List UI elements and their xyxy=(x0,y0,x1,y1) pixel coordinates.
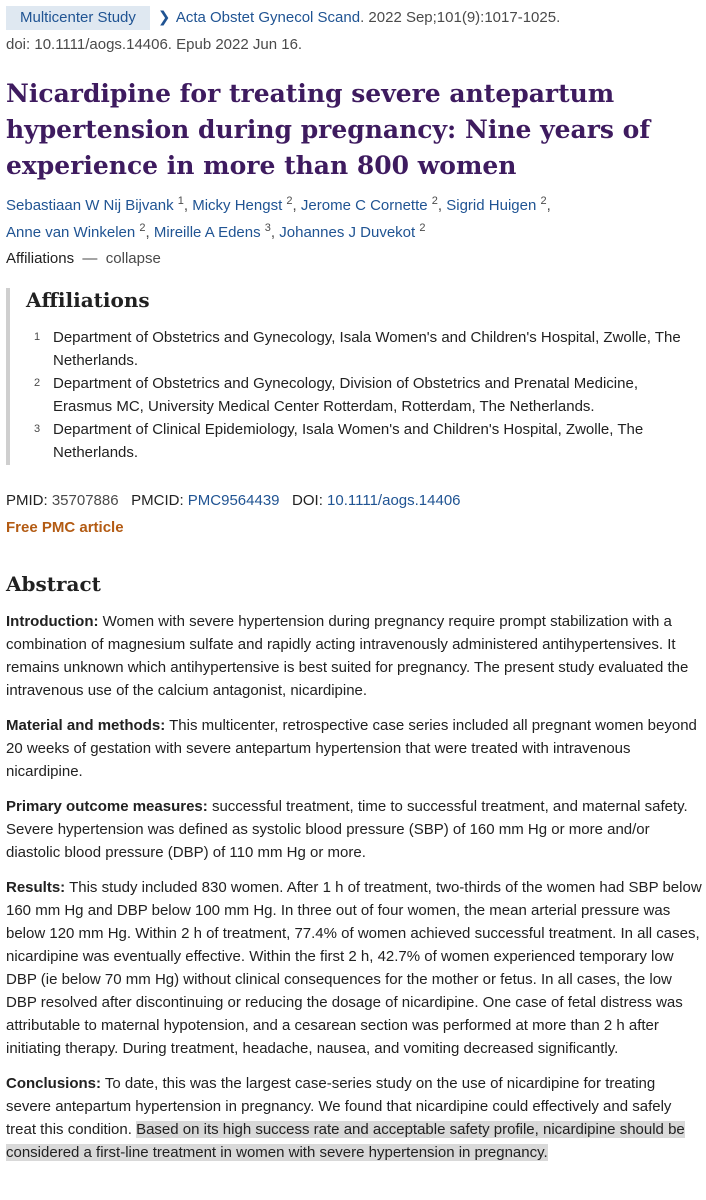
publication-type-badge[interactable]: Multicenter Study xyxy=(6,6,150,30)
free-pmc-article-label: Free PMC article xyxy=(6,519,124,536)
affiliation-text: Department of Obstetrics and Gynecology, Isala Women's and Children's Hospital, Zwolle, The Netherlands. xyxy=(53,329,681,369)
affiliation-text: Department of Obstetrics and Gynecology, Division of Obstetrics and Prenatal Medicine, Erasmus MC, University Medical Center Rotterdam, Rotterdam, The Netherlands. xyxy=(53,375,638,415)
abstract-section-text: To date, this was the largest case-series study on the use of nicardipine for treating severe antepartum hypertension in pregnancy. We found that nicardipine could effectively and safely treat this condition. xyxy=(6,1075,672,1138)
doi-link[interactable]: 10.1111/aogs.14406 xyxy=(327,492,461,509)
abstract-methods xyxy=(6,714,702,783)
abstract-introduction xyxy=(6,610,702,702)
abstract-section-text: This study included 830 women. After 1 h of treatment, two-thirds of the women had SBP below 160 mm Hg and DBP below 100 mm Hg. In three out of four women, the mean arterial pressure was below 120 mm Hg. Within 2 h of treatment, 77.4% of women achieved successful treatment. In all cases, nicardipine was eventually effective. Within the first 2 h, 42.7% of women experienced temporary low DBP (ie below 70 mm Hg) without clinical consequences for the mother or fetus. In all cases, the low DBP resolved after discontinuing or reducing the dosage of nicardipine. One case of fetal distress was attributable to maternal hypotension, and a cesarean section was performed at more than 2 h after initiating therapy. During treatment, headache, nausea, and vomiting decreased significantly. xyxy=(6,879,702,1057)
author-affiliation-number[interactable]: 2 xyxy=(419,222,426,234)
collapse-button[interactable]: — collapse xyxy=(78,250,161,267)
affiliation-number: 1 xyxy=(34,331,41,343)
citation-date-volume: . 2022 Sep;101(9):1017-1025. xyxy=(360,9,561,26)
author-affiliation-number[interactable]: 2 xyxy=(431,195,438,207)
author-affiliation-number[interactable]: 3 xyxy=(264,222,271,234)
abstract-outcomes xyxy=(6,795,702,864)
pmcid-link[interactable]: PMC9564439 xyxy=(187,492,280,509)
abstract-section-label: Conclusions: xyxy=(6,1075,102,1092)
pmcid-label: PMCID: xyxy=(131,492,184,509)
abstract-section-label: Results: xyxy=(6,879,66,896)
affiliation-text: Department of Clinical Epidemiology, Isala Women's and Children's Hospital, Zwolle, The Netherlands. xyxy=(53,421,644,461)
author-list: Sebastiaan W Nij Bijvank $^1$, Micky Hengst $^2$, Jerome C Cornette $^2$, Sigrid Huigen $^2$, Anne van Winkelen $^2$, Mireille A Edens $^3$, Johannes J Duvekot $^2$ xyxy=(6,195,551,241)
abstract-body xyxy=(6,610,702,1176)
abstract-section-label: Primary outcome measures: xyxy=(6,798,208,815)
affiliations-toggle-label: Affiliations xyxy=(6,250,75,267)
affiliations-heading: Affiliations xyxy=(26,288,150,312)
abstract-results xyxy=(6,876,702,1060)
author-link[interactable]: Sigrid Huigen xyxy=(446,197,537,214)
chevron-right-icon: ❯ xyxy=(157,9,171,26)
author-link[interactable]: Anne van Winkelen xyxy=(6,224,136,241)
collapse-label: collapse xyxy=(105,250,161,267)
author-link[interactable]: Mireille A Edens xyxy=(153,224,261,241)
journal-link[interactable]: Acta Obstet Gynecol Scand xyxy=(175,9,361,26)
citation-doi-epub: doi: 10.1111/aogs.14406. Epub 2022 Jun 16. xyxy=(6,36,303,53)
affiliation-number: 2 xyxy=(34,377,41,389)
highlighted-text: Based on its high success rate and acceptable safety profile, nicardipine should be considered a first-line treatment in women with severe hypertension in pregnancy. xyxy=(6,1121,685,1161)
author-link[interactable]: Jerome C Cornette xyxy=(300,197,428,214)
author-link[interactable]: Micky Hengst xyxy=(192,197,283,214)
author-affiliation-number[interactable]: 2 xyxy=(139,222,146,234)
abstract-heading: Abstract xyxy=(6,572,101,596)
affiliations-list xyxy=(26,326,696,464)
abstract-section-text: successful treatment, time to successful treatment, and maternal safety. Severe hypertension was defined as systolic blood pressure (SBP) of 160 mm Hg or more and/or diastolic blood pressure (DBP) of 110 mm Hg or more. xyxy=(6,798,688,861)
abstract-section-label: Introduction: xyxy=(6,613,99,630)
article-identifiers xyxy=(6,492,461,509)
abstract-section-label: Material and methods: xyxy=(6,717,166,734)
abstract-conclusions xyxy=(6,1072,702,1164)
affiliations-panel xyxy=(6,288,700,465)
pmid-label: PMID: xyxy=(6,492,48,509)
abstract-section-text: Women with severe hypertension during pregnancy require prompt stabilization with a combination of magnesium sulfate and rapidly acting intravenously administered antihypertensives. It remains unknown which antihypertensive is best suited for pregnancy. The present study evaluated the intravenous use of the calcium antagonist, nicardipine. xyxy=(6,613,689,699)
doi-label: DOI: xyxy=(292,492,323,509)
author-affiliation-number[interactable]: 2 xyxy=(540,195,547,207)
affiliation-number: 3 xyxy=(34,423,41,435)
citation-line xyxy=(6,6,560,30)
author-link[interactable]: Johannes J Duvekot xyxy=(279,224,416,241)
author-affiliation-number[interactable]: 2 xyxy=(286,195,293,207)
pmid-value: 35707886 xyxy=(51,492,119,509)
affiliation-item xyxy=(26,372,696,418)
affiliations-toggle[interactable] xyxy=(6,250,161,267)
affiliation-item xyxy=(26,326,696,372)
affiliation-item xyxy=(26,418,696,464)
article-title: Nicardipine for treating severe antepartum hypertension during pregnancy: Nine years of experience in more than 800 women xyxy=(6,79,651,180)
abstract-section-text: This multicenter, retrospective case series included all pregnant women beyond 20 weeks of gestation with severe antepartum hypertension that were treated with intravenous nicardipine. xyxy=(6,717,697,780)
author-affiliation-number[interactable]: 1 xyxy=(177,195,184,207)
author-link[interactable]: Sebastiaan W Nij Bijvank xyxy=(6,197,174,214)
